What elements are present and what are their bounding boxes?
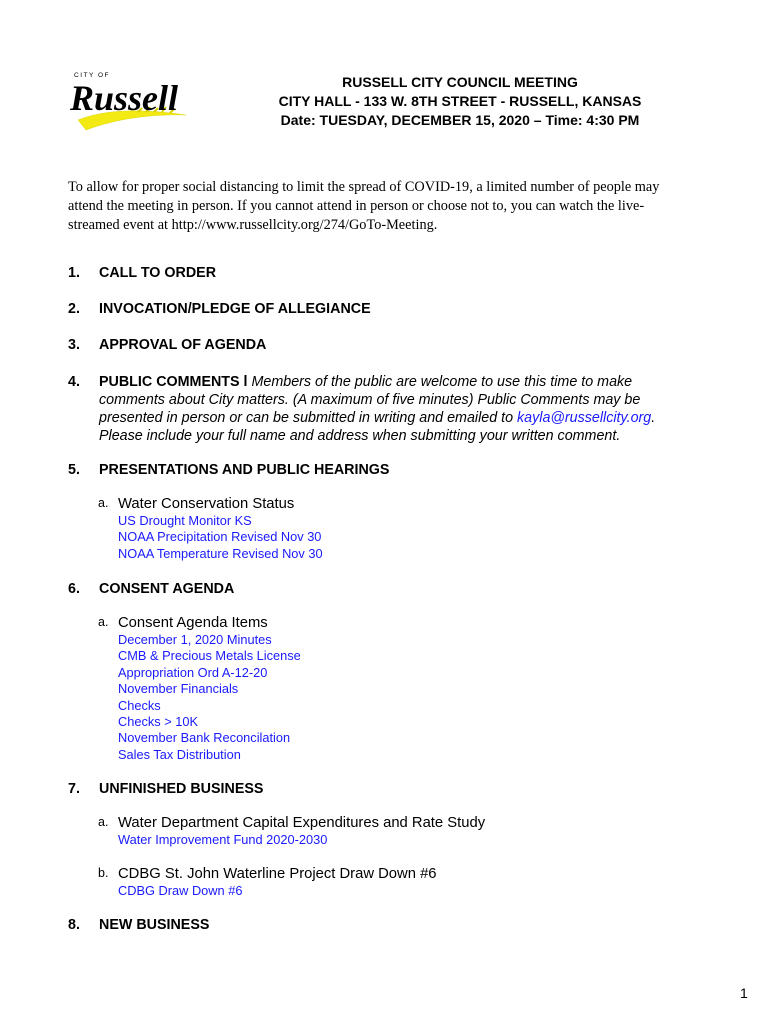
email-link[interactable]: kayla@russellcity.org <box>517 410 652 426</box>
subitem-7b <box>98 865 698 899</box>
agenda-item-5 <box>68 461 708 479</box>
subitem-title: Water Conservation Status <box>118 496 295 512</box>
item-number: 8. <box>68 917 80 933</box>
city-logo <box>68 68 193 138</box>
item-title: APPROVAL OF AGENDA <box>99 337 267 353</box>
item-title: UNFINISHED BUSINESS <box>99 781 264 797</box>
agenda-item-8 <box>68 916 708 934</box>
subitem-letter: a. <box>98 496 109 510</box>
document-link[interactable]: Checks > 10K <box>118 714 199 730</box>
header-date: Date: TUESDAY, DECEMBER 15, 2020 – Time: 4:30 PM <box>280 112 640 128</box>
subitem-letter: a. <box>98 815 109 829</box>
agenda-item-1 <box>68 264 708 282</box>
item-title: PUBLIC COMMENTS l <box>99 374 248 390</box>
header-address: CITY HALL - 133 W. 8TH STREET - RUSSELL, KANSAS <box>278 93 642 109</box>
document-link[interactable]: December 1, 2020 Minutes <box>118 632 272 647</box>
agenda-item-3 <box>68 336 708 354</box>
document-link[interactable]: NOAA Temperature Revised Nov 30 <box>118 545 323 561</box>
item-number: 1. <box>68 265 80 281</box>
subitem-letter: b. <box>98 866 109 880</box>
subitem-7a <box>98 814 698 848</box>
item-number: 5. <box>68 462 80 478</box>
header-title: RUSSELL CITY COUNCIL MEETING <box>342 74 578 90</box>
document-link[interactable]: Checks <box>118 697 161 713</box>
intro-line: attend the meeting in person. If you cannot attend in person or choose not to, you can watch the live- <box>68 198 645 214</box>
logo-small-text: CITY OF <box>74 72 111 79</box>
intro-line: streamed event at http://www.russellcity.org/274/GoTo-Meeting. <box>68 217 438 233</box>
subitem-6a <box>98 614 698 763</box>
public-comments-text: Please include your full name and address when submitting your written comment. <box>99 428 621 444</box>
page-number: 1 <box>740 985 748 1001</box>
document-link[interactable]: Sales Tax Distribution <box>118 746 241 762</box>
public-comments-text: presented in person or can be submitted in writing and emailed to <box>99 410 518 426</box>
intro-paragraph <box>68 178 708 235</box>
intro-line: To allow for proper social distancing to limit the spread of COVID-19, a limited number of people may <box>68 179 660 195</box>
agenda-item-6 <box>68 580 708 598</box>
subitem-5a <box>98 495 698 562</box>
public-comments-text: . <box>651 410 656 426</box>
public-comments-text: Members of the public are welcome to use this time to make <box>247 374 633 390</box>
agenda-item-2 <box>68 300 708 318</box>
document-link[interactable]: CDBG Draw Down #6 <box>118 883 243 898</box>
document-link[interactable]: November Financials <box>118 681 239 697</box>
document-link[interactable]: NOAA Precipitation Revised Nov 30 <box>118 529 322 545</box>
subitem-title: Water Department Capital Expenditures and Rate Study <box>118 815 486 831</box>
item-title: INVOCATION/PLEDGE OF ALLEGIANCE <box>99 301 371 317</box>
item-number: 2. <box>68 301 80 317</box>
public-comments-text: comments about City matters. (A maximum of five minutes) Public Comments may be <box>99 392 641 408</box>
document-link[interactable]: US Drought Monitor KS <box>118 513 252 528</box>
meeting-header <box>250 73 670 130</box>
item-number: 6. <box>68 581 80 597</box>
agenda-item-7 <box>68 780 708 798</box>
subitem-letter: a. <box>98 615 109 629</box>
document-link[interactable]: Appropriation Ord A-12-20 <box>118 664 268 680</box>
subitem-title: Consent Agenda Items <box>118 615 268 631</box>
subitem-title: CDBG St. John Waterline Project Draw Down #6 <box>118 866 437 882</box>
item-number: 3. <box>68 337 80 353</box>
item-title: PRESENTATIONS AND PUBLIC HEARINGS <box>99 462 390 478</box>
item-title: NEW BUSINESS <box>99 917 210 933</box>
agenda-item-4 <box>68 373 708 445</box>
document-link[interactable]: Water Improvement Fund 2020-2030 <box>118 832 328 847</box>
item-number: 4. <box>68 374 80 390</box>
item-title: CALL TO ORDER <box>99 265 217 281</box>
item-title: CONSENT AGENDA <box>99 581 235 597</box>
logo-name-text: Russell <box>70 78 179 118</box>
item-number: 7. <box>68 781 80 797</box>
document-link[interactable]: CMB & Precious Metals License <box>118 648 301 664</box>
russell-logo-graphic <box>68 68 193 138</box>
document-link[interactable]: November Bank Reconcilation <box>118 730 291 746</box>
